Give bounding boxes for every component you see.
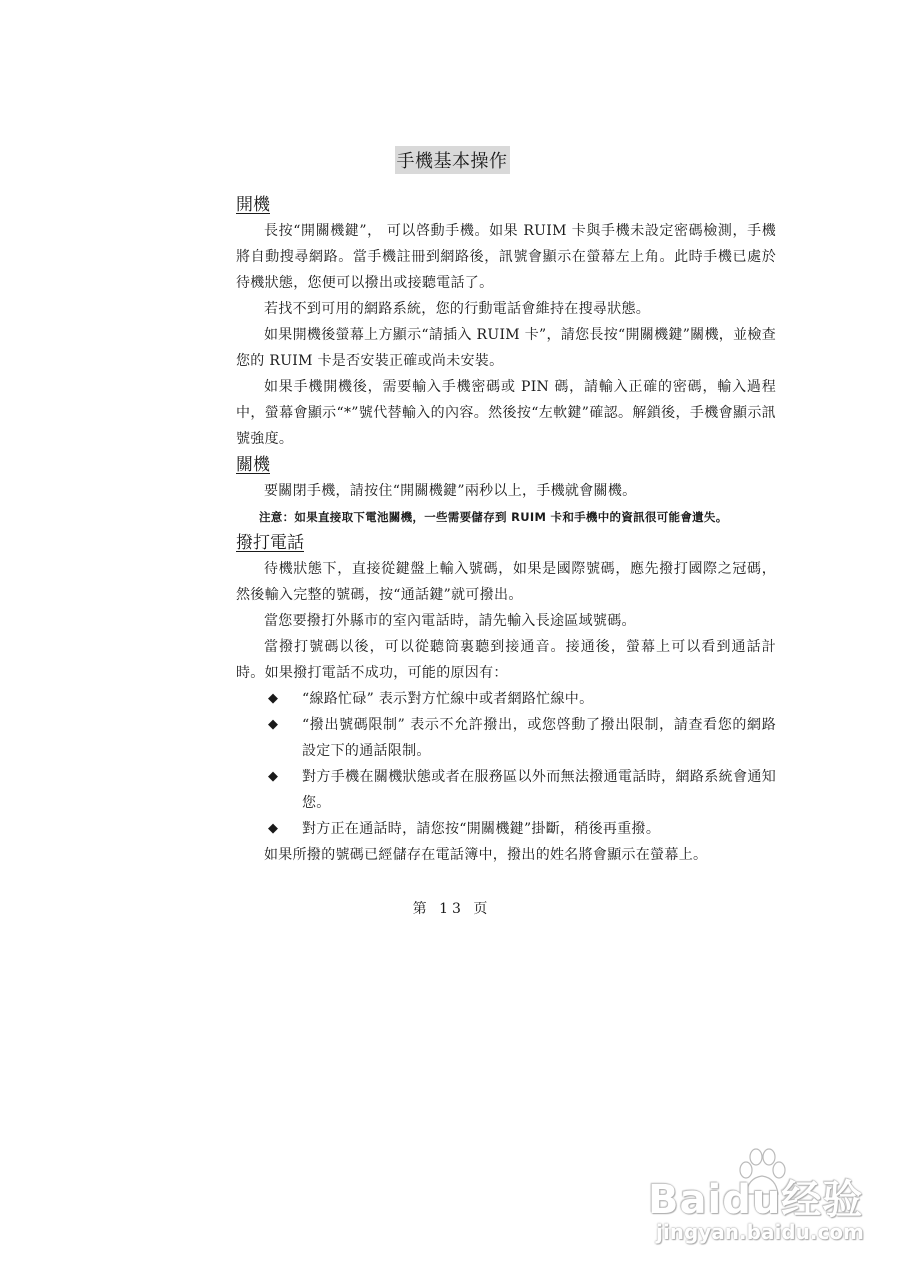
section-heading-make-call: 撥打電話 xyxy=(236,533,304,553)
list-item xyxy=(236,712,776,764)
diamond-bullet-icon: ◆ xyxy=(268,821,279,836)
paragraph: 若找不到可用的網路系統，您的行動電話會維持在搜尋狀態。 xyxy=(264,301,651,317)
paragraph: 長按“開關機鍵”， 可以啓動手機。如果 RUIM 卡與手機未設定密碼檢測，手機將自動搜尋網路。當手機註冊到網路後，訊號會顯示在螢幕左上角。此時手機已處於待機狀態，您便可以撥出或接聽電話了。 xyxy=(236,223,776,291)
section-heading-power-on: 開機 xyxy=(236,195,270,215)
document-body xyxy=(236,192,776,868)
paragraph: 當您要撥打外縣市的室內電話時，請先輸入長途區域號碼。 xyxy=(264,613,636,629)
diamond-bullet-icon: ◆ xyxy=(268,717,279,732)
paragraph: 當撥打號碼以後，可以從聽筒裏聽到接通音。接通後，螢幕上可以看到通話計時。如果撥打電話不成功，可能的原因有： xyxy=(236,639,776,681)
baidu-watermark xyxy=(648,1148,868,1258)
closing-paragraph: 如果所撥的號碼已經儲存在電話簿中，撥出的姓名將會顯示在螢幕上。 xyxy=(264,847,708,863)
warning-note: 注意：如果直接取下電池關機，一些需要儲存到 RUIM 卡和手機中的資訊很可能會遺失。 xyxy=(259,510,728,524)
paragraph: 如果手機開機後，需要輸入手機密碼或 PIN 碼，請輸入正確的密碼，輸入過程中，螢幕會顯示“*”號代替輸入的內容。然後按“左軟鍵”確認。解鎖後，手機會顯示訊號強度。 xyxy=(236,379,776,447)
diamond-bullet-icon: ◆ xyxy=(268,769,279,784)
title-container xyxy=(0,146,904,174)
list-item-text: “線路忙碌” 表示對方忙線中或者網路忙線中。 xyxy=(302,691,594,707)
section-heading-power-off: 關機 xyxy=(236,455,270,475)
page-number: 第 13 页 xyxy=(412,901,492,917)
failure-reasons-list xyxy=(236,686,776,842)
diamond-bullet-icon: ◆ xyxy=(268,691,279,706)
paragraph: 要關閉手機，請按住“開關機鍵”兩秒以上，手機就會關機。 xyxy=(264,483,637,499)
list-item-text: “撥出號碼限制” 表示不允許撥出，或您啓動了撥出限制，請查看您的網路設定下的通話限制。 xyxy=(302,717,776,759)
list-item xyxy=(236,764,776,816)
paragraph: 如果開機後螢幕上方顯示“請插入 RUIM 卡”，請您長按“開關機鍵”關機，並檢查您的 RUIM 卡是否安裝正確或尚未安裝。 xyxy=(236,327,776,369)
list-item xyxy=(236,816,776,842)
page-title: 手機基本操作 xyxy=(395,146,510,174)
list-item-text: 對方正在通話時，請您按“開關機鍵”掛斷，稍後再重撥。 xyxy=(302,821,661,837)
list-item xyxy=(236,686,776,712)
list-item-text: 對方手機在關機狀態或者在服務區以外而無法撥通電話時，網路系統會通知您。 xyxy=(302,769,776,811)
watermark-brand: Baidu经验 xyxy=(648,1177,864,1223)
paragraph: 待機狀態下，直接從鍵盤上輸入號碼，如果是國際號碼，應先撥打國際之冠碼，然後輸入完整的號碼，按“通話鍵”就可撥出。 xyxy=(236,561,776,603)
watermark-url: jingyan.baidu.com xyxy=(656,1220,864,1244)
